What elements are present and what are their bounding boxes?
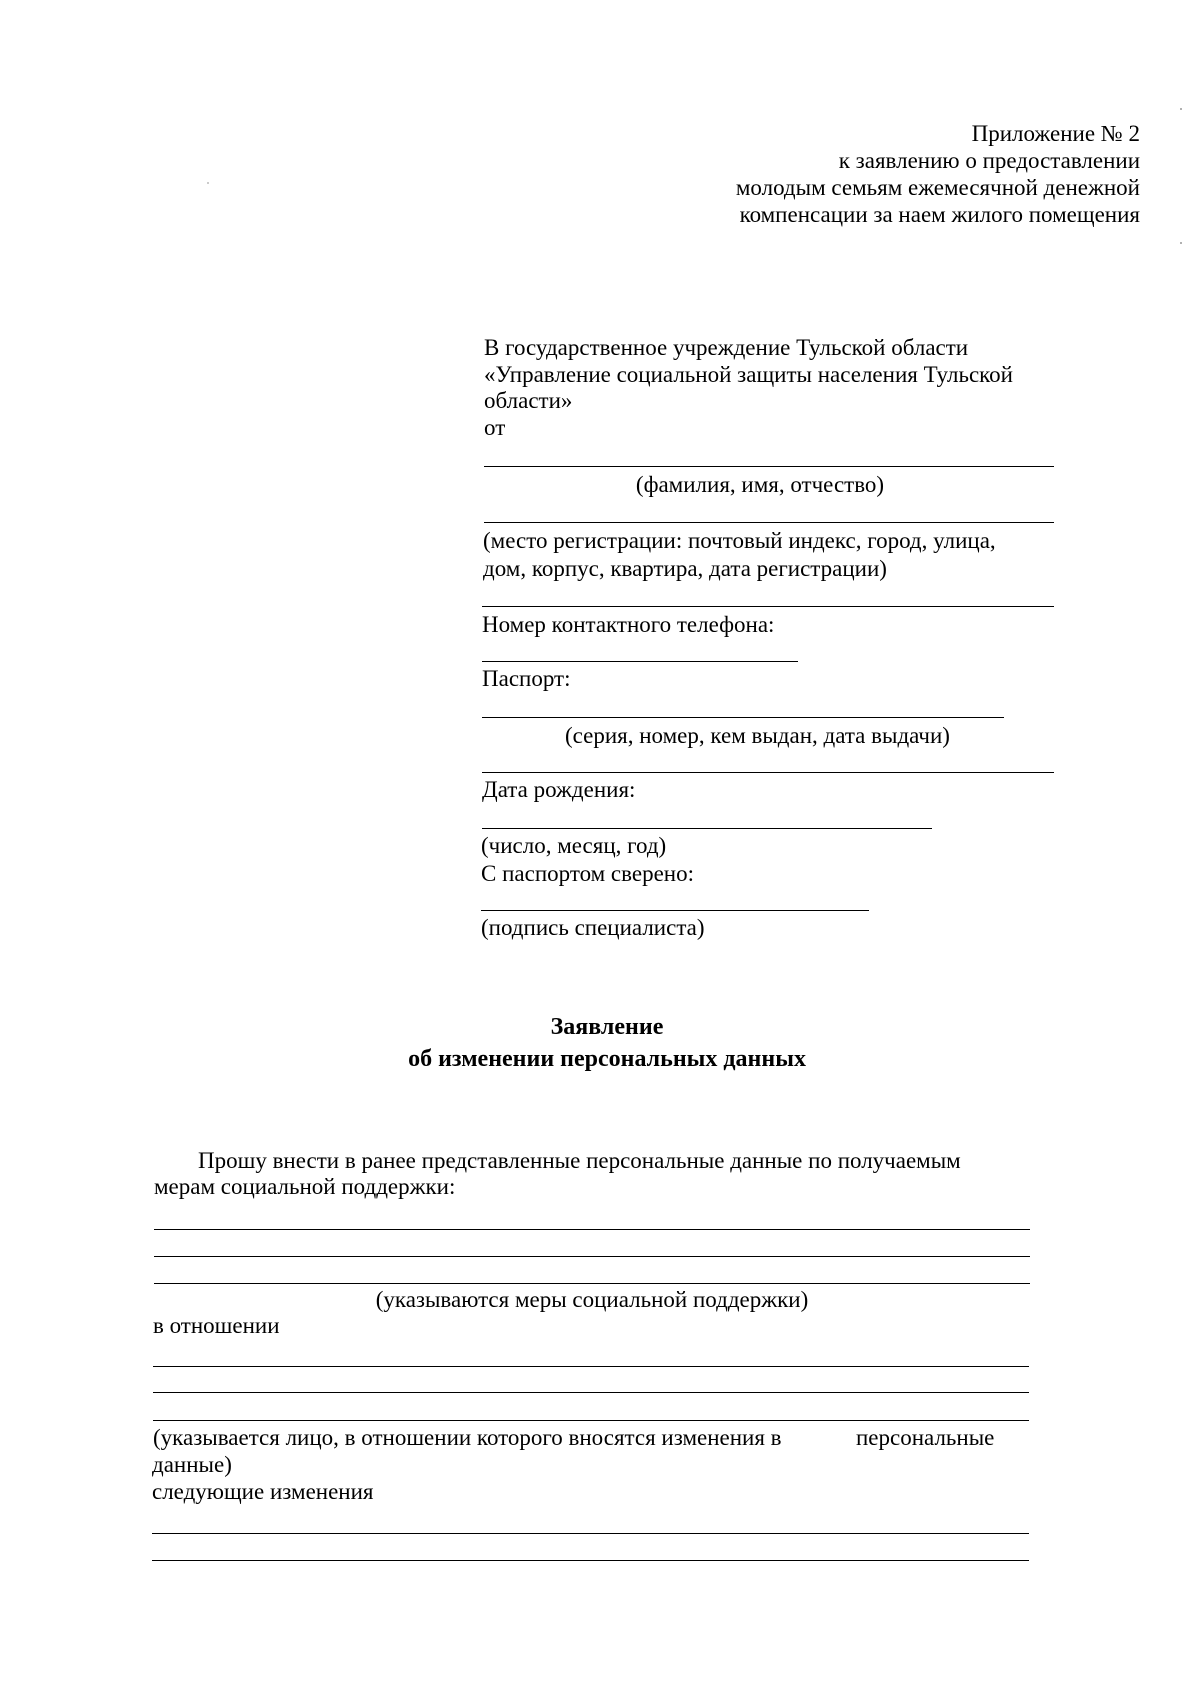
appendix-line-2: к заявлению о предоставлении [838,148,1140,173]
measures-line-2[interactable] [154,1256,1030,1257]
addressee-line-2: «Управление социальной защиты населения Тульской [484,362,1013,387]
registration-caption-2: дом, корпус, квартира, дата регистрации) [483,556,887,581]
birth-line[interactable] [482,828,932,829]
person-caption-2: данные) [152,1452,232,1477]
request-line-2: мерам социальной поддержки: [154,1174,456,1199]
passport-label: Паспорт: [482,666,571,691]
passport-line[interactable] [482,717,1004,718]
fio-line[interactable] [484,466,1054,467]
registration-caption-1: (место регистрации: почтовый индекс, город, улица, [483,528,996,553]
person-line-1[interactable] [153,1366,1029,1367]
passport-caption: (серия, номер, кем выдан, дата выдачи) [565,723,950,748]
appendix-line-4: компенсации за наем жилого помещения [739,202,1140,227]
phone-label: Номер контактного телефона: [482,612,775,637]
document-subtitle: об изменении персональных данных [408,1046,806,1072]
measures-line-1[interactable] [154,1229,1030,1230]
in-relation-label: в отношении [153,1313,280,1338]
verified-label: С паспортом сверено: [481,861,694,886]
person-caption-1: (указывается лицо, в отношении которого вносятся изменения в [153,1425,782,1450]
measures-line-3[interactable] [154,1283,1030,1284]
appendix-line-3: молодым семьям ежемесячной денежной [735,175,1140,200]
birth-caption: (число, месяц, год) [481,833,667,858]
signature-line[interactable] [481,910,869,911]
person-line-3[interactable] [153,1420,1029,1421]
appendix-number: Приложение № 2 [971,121,1140,146]
scan-speck [207,182,209,184]
registration-line-2[interactable] [482,606,1054,607]
passport-line-2[interactable] [482,772,1054,773]
registration-line[interactable] [484,522,1054,523]
birth-label: Дата рождения: [482,777,636,802]
measures-caption: (указываются меры социальной поддержки) [375,1287,809,1312]
scan-speck [1180,242,1182,244]
fio-caption: (фамилия, имя, отчество) [635,472,885,497]
changes-label: следующие изменения [152,1479,374,1504]
person-line-2[interactable] [153,1392,1029,1393]
phone-line[interactable] [482,661,798,662]
changes-line-1[interactable] [152,1533,1029,1534]
addressee-line-3: области» [484,388,573,413]
person-caption-1b: персональные [856,1425,995,1450]
signature-caption: (подпись специалиста) [481,915,705,940]
changes-line-2[interactable] [152,1560,1029,1561]
addressee-line-1: В государственное учреждение Тульской области [484,335,969,360]
from-label: от [484,415,506,440]
document-title: Заявление [550,1014,664,1040]
request-line-1: Прошу внести в ранее представленные персональные данные по получаемым [198,1148,961,1173]
scan-speck [1180,108,1182,110]
